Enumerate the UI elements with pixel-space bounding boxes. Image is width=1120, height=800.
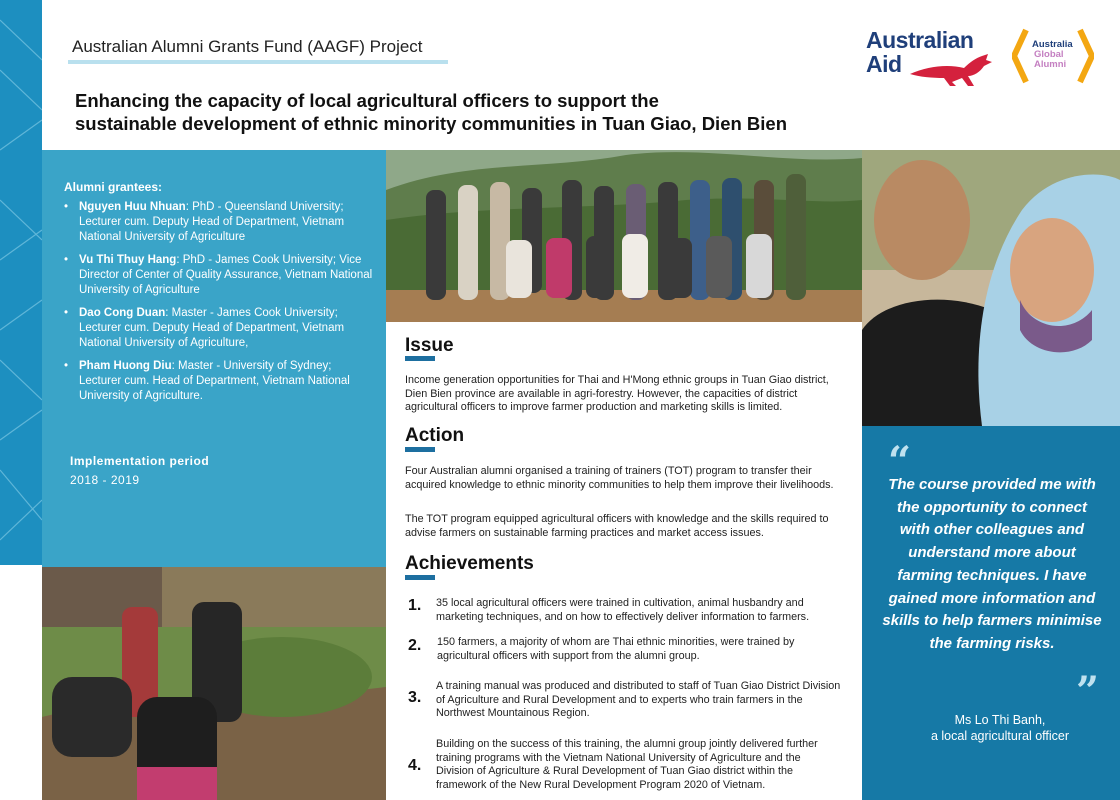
achievement-number: 2. (408, 637, 422, 654)
implementation-title: Implementation period (70, 454, 210, 468)
alumni-logo-line3: Alumni (1034, 59, 1067, 70)
action-paragraph-2: The TOT program equipped agricultural officers with knowledge and the skills required to advise farmers on sustainable farming practices and market access issues. (405, 513, 829, 539)
portrait-photo (862, 150, 1120, 426)
grantee-desc: : Master - University of Sydney; Lecturer cum. Head of Department, Vietnam National University of Agriculture. (79, 360, 350, 402)
kangaroo-icon (908, 52, 994, 88)
group-photo-scene (386, 150, 862, 322)
page-title (75, 89, 855, 135)
achievement-number: 1. (408, 597, 422, 614)
action-heading: Action (405, 425, 465, 446)
planting-photo (42, 567, 386, 800)
issue-accent-bar (405, 356, 435, 361)
grantee-desc: : PhD - James Cook University; Vice Director of Center of Quality Assurance, Vietnam National University of Agriculture (79, 254, 373, 296)
achievement-text: 150 farmers, a majority of whom are Thai ethnic minorities, were trained by agricultural officers with support from the alumni group. (437, 636, 795, 662)
grantee-item (64, 306, 374, 351)
australian-aid-logo-line2: Aid (866, 51, 902, 77)
project-name: Australian Alumni Grants Fund (AAGF) Project (72, 37, 423, 56)
project-underline (68, 60, 448, 64)
quote-panel (862, 426, 1120, 800)
open-quote-icon: “ (888, 438, 912, 485)
decorative-stripe (0, 0, 42, 565)
portrait-photo-scene (862, 150, 1120, 426)
quote-author-name: Ms Lo Thi Banh, (954, 713, 1046, 727)
grantees-panel (42, 150, 386, 567)
grantee-desc: : PhD - Queensland University; Lecturer cum. Deputy Head of Department, Vietnam National University of Agriculture (79, 201, 345, 243)
grantee-item (64, 359, 374, 404)
action-paragraph-1: Four Australian alumni organised a training of trainers (TOT) program to transfer their acquired knowledge to ethnic minority communities to help them improve their livelihoods. (405, 465, 834, 491)
implementation-value: 2018 - 2019 (70, 473, 140, 487)
action-accent-bar (405, 447, 435, 452)
achievement-text: 35 local agricultural officers were trained in cultivation, animal husbandry and marketing techniques, and on how to effectively deliver information to farmers. (436, 597, 810, 623)
quote-author (882, 712, 1118, 744)
grantee-item (64, 200, 374, 245)
stripe-pattern (0, 0, 42, 565)
issue-text: Income generation opportunities for Thai and H'Mong ethnic groups in Tuan Giao district, Dien Bien province are available in agri-forestry. However, the capacities of district agricultural officers to improve farmer production and marketing skills is limited. (405, 374, 829, 413)
achievement-number: 4. (408, 757, 422, 774)
achievements-accent-bar (405, 575, 435, 580)
australian-aid-logo-line1: Australian (866, 27, 974, 53)
close-quote-icon: ” (1076, 668, 1100, 715)
quote-text: The course provided me with the opportunity to connect with other colleagues and understand more about farming techniques. I have gained more information and skills to help farmers minimise the farming risks. (882, 476, 1102, 652)
australia-global-alumni-logo (1012, 26, 1094, 86)
achievement-text: A training manual was produced and distributed to staff of Tuan Giao District Division of Agriculture and Rural Development and to experts who train farmers in the Northwest Mountainous Region. (436, 680, 841, 719)
alumni-logo-line1: Australia (1032, 39, 1073, 50)
achievement-text: Building on the success of this training, the alumni group jointly delivered further training programs with the Vietnam National University of Agriculture and the Division of Agriculture & Rural Development of Tuan Giao district within the framework of the New Rural Development Program 2020 of Vietnam. (436, 738, 818, 791)
grantee-name: Pham Huong Diu (79, 360, 172, 372)
title-line-2: sustainable development of ethnic minority communities in Tuan Giao, Dien Bien (75, 113, 788, 134)
grantee-item (64, 253, 374, 298)
title-line-1: Enhancing the capacity of local agricultural officers to support the (75, 90, 659, 111)
planting-photo-scene (42, 567, 386, 800)
achievement-number: 3. (408, 689, 422, 706)
grantee-name: Vu Thi Thuy Hang (79, 254, 177, 266)
australian-aid-logo (866, 28, 996, 88)
grantee-name: Dao Cong Duan (79, 307, 166, 319)
grantees-title: Alumni grantees: (64, 180, 163, 194)
group-photo (386, 150, 862, 322)
grantee-desc: : Master - James Cook University; Lecturer cum. Deputy Head of Department, Vietnam National University of Agriculture, (79, 307, 345, 349)
quote-author-role: a local agricultural officer (930, 729, 1070, 743)
grantees-list (64, 200, 374, 412)
achievements-heading: Achievements (405, 553, 534, 574)
issue-heading: Issue (405, 335, 454, 356)
grantee-name: Nguyen Huu Nhuan (79, 201, 186, 213)
alumni-logo-line2: Global (1034, 49, 1064, 60)
